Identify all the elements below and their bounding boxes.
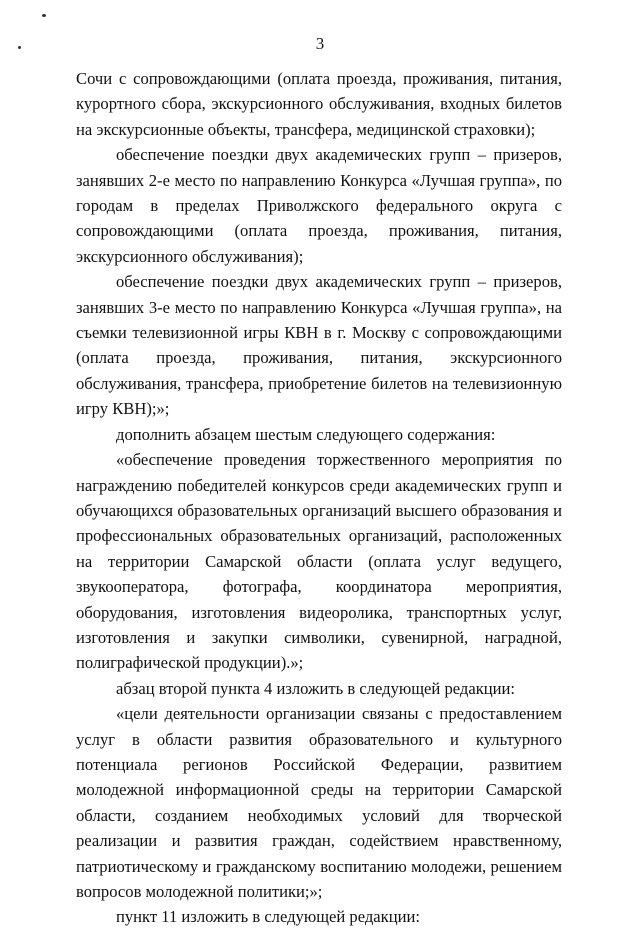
- paragraph-5: «обеспечение проведения торжественного мероприятия по награждению победителей конкурсов среди академических групп и обучающихся образовательных организаций высшего образования и профессиональных образовательных организаций, расположенных на территории Самарской области (оплата услуг ведущего, звукооператора, фотографа, координатора мероприятия, оборудования, изготовления видеоролика, транспортных услуг, изготовления и закупки символики, сувенирной, наградной, полиграфической продукции).»;: [76, 450, 562, 673]
- page-number: 3: [315, 34, 325, 53]
- paragraph-1: Сочи с сопровождающими (оплата проезда, проживания, питания, курортного сбора, экскурсионного обслуживания, входных билетов на экскурсионные объекты, трансфера, медицинской страховки);: [76, 69, 562, 139]
- paragraph-8: пункт 11 изложить в следующей редакции:: [116, 907, 420, 927]
- paragraph-6: абзац второй пункта 4 изложить в следующей редакции:: [116, 678, 516, 698]
- paragraph-7: «цели деятельности организации связаны с предоставлением услуг в области развития образовательного и культурного потенциала регионов Российской Федерации, развитием молодежной информационной среды на территории Самарской области, созданием необходимых условий для творческой реализации и развития граждан, содействием нравственному, патриотическому и гражданскому воспитанию молодежи, решением вопросов молодежной политики;»;: [76, 704, 562, 901]
- paragraph-3: обеспечение поездки двух академических групп – призеров, занявших 3-е место по направлению Конкурса «Лучшая группа», на съемки телевизионной игры КВН в г. Москву с сопровождающими (оплата проезда, проживания, питания, экскурсионного обслуживания, трансфера, приобретение билетов на телевизионную игру КВН);»;: [76, 272, 562, 419]
- paragraph-4: дополнить абзацем шестым следующего содержания:: [116, 424, 496, 444]
- document-body: [76, 66, 562, 930]
- paragraph-2: обеспечение поездки двух академических групп – призеров, занявших 2-е место по направлению Конкурса «Лучшая группа», по городам в пределах Приволжского федерального округа с сопровождающими (оплата проезда, проживания, питания, экскурсионного обслуживания);: [76, 145, 562, 266]
- scan-speck: [42, 14, 46, 17]
